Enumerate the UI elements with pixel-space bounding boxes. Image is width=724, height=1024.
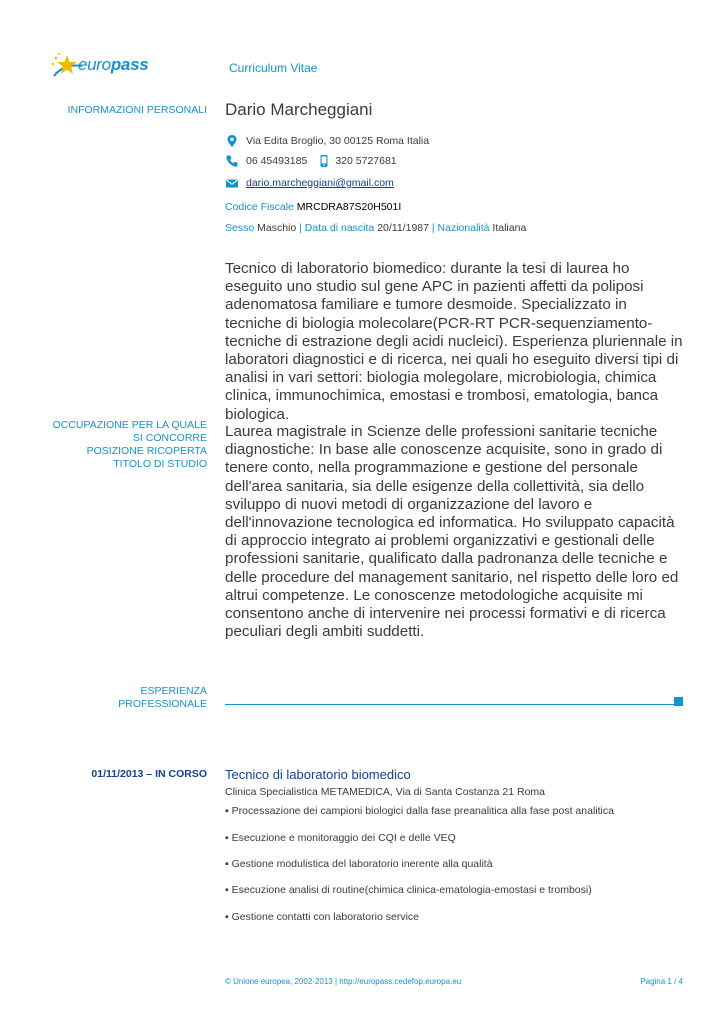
- fiscal-code-value: MRCDRA87S20H501I: [296, 201, 402, 213]
- phone-text: 06 45493185: [246, 155, 308, 167]
- section-label-position: [53, 419, 207, 471]
- phone-icon: [225, 154, 239, 168]
- fiscal-code-label: Codice Fiscale: [225, 201, 294, 213]
- fiscal-code-row: [225, 201, 401, 213]
- job-duty-item: ▪ Gestione contatti con laboratorio service: [225, 911, 419, 923]
- mobile-phone-icon: [317, 154, 331, 168]
- section-label-personal: INFORMAZIONI PERSONALI: [67, 104, 207, 116]
- experience-label-line: ESPERIENZA: [140, 685, 207, 697]
- email-row: [225, 176, 394, 190]
- position-label-line: SI CONCORRE: [132, 432, 207, 444]
- birth-date-value: 20/11/1987: [377, 222, 429, 234]
- address-text: Via Edita Broglio, 30 00125 Roma Italia: [246, 135, 430, 147]
- page-number: Pagina 1 / 4: [640, 977, 683, 986]
- section-divider-square: [674, 697, 683, 706]
- separator: |: [431, 222, 435, 234]
- job-duty-item: ▪ Processazione dei campioni biologici dalla fase preanalitica alla fase post analitica: [225, 805, 614, 817]
- candidate-name: Dario Marcheggiani: [225, 100, 373, 119]
- email-link[interactable]: dario.marcheggiani@gmail.com: [246, 177, 394, 189]
- logo-wordmark: europass: [78, 55, 149, 74]
- separator: |: [299, 222, 302, 234]
- job-duty-item: ▪ Esecuzione analisi di routine(chimica clinica-ematologia-emostasi e trombosi): [225, 884, 592, 896]
- employer: Clinica Specialistica METAMEDICA, Via di Santa Costanza 21 Roma: [225, 786, 545, 798]
- sex-value: Maschio: [257, 222, 297, 234]
- summary-paragraph: Tecnico di laboratorio biomedico: durante la tesi di laurea ho eseguito uno studio sul gene APC in pazienti affetti da poliposi adenomatosa familiare e tumore desmoide. Specializzato in tecniche di biologia molecolare(PCR-RT PCR-sequenziamento- tecniche di estrazione degli acidi nucleici). Esperienza pluriennale in laboratori diagnostici e di ricerca, nei quali ho eseguito diversi tipi di analisi in vari settori: biologia molegolare, microbiologia, chimica clinica, immunochimica, emostasi e trombosi, ematologia, banca biologica.: [225, 260, 683, 423]
- europass-logo: [50, 52, 160, 84]
- mobile-text: 320 5727681: [335, 155, 397, 167]
- position-label-line: TITOLO DI STUDIO: [113, 458, 207, 470]
- document-title: Curriculum Vitae: [229, 61, 318, 75]
- job-title: Tecnico di laboratorio biomedico: [225, 767, 411, 782]
- email-icon: [225, 176, 239, 190]
- job-date-range: 01/11/2013 – IN CORSO: [91, 768, 207, 780]
- job-duty-item: ▪ Gestione modulistica del laboratorio inerente alla qualità: [225, 858, 493, 870]
- sex-label: Sesso: [225, 222, 255, 234]
- address-row: [225, 134, 429, 148]
- experience-label-line: PROFESSIONALE: [118, 698, 207, 710]
- personal-details-row: [225, 222, 526, 234]
- education-paragraph: Laurea magistrale in Scienze delle professioni sanitarie tecniche diagnostiche: In base alle conoscenze acquisite, sono in grado di tenere conto, nella programmazione e gestione del personale dell'area sanitaria, sia delle esigenze della collettività, sia dello sviluppo di nuovi metodi di organizzazione del lavoro e dell'innovazione tecnologica ed informatica. Ho sviluppato capacità di approccio integrato ai problemi organizzativi e gestionali delle professioni sanitarie, qualificato dalla padronanza delle tecniche e delle procedure del management sanitario, nel rispetto delle loro ed altrui competenze. Le conoscenze metodologiche acquisite mi consentono anche di intervenire nei processi formativi e di ricerca peculiari degli ambiti suddetti.: [225, 423, 679, 641]
- nationality-label: Nazionalità: [437, 222, 490, 234]
- nationality-value: Italiana: [492, 222, 527, 234]
- section-label-experience: [118, 685, 207, 711]
- position-label-line: POSIZIONE RICOPERTA: [86, 445, 207, 457]
- job-duty-item: ▪ Esecuzione e monitoraggio dei CQI e delle VEQ: [225, 832, 456, 844]
- section-divider: [225, 704, 674, 705]
- position-label-line: OCCUPAZIONE PER LA QUALE: [52, 419, 207, 431]
- location-pin-icon: [225, 134, 239, 148]
- footer-copyright: © Unione europea, 2002-2013 | http://europass.cedefop.europa.eu: [225, 977, 462, 986]
- birth-date-label: Data di nascita: [304, 222, 375, 234]
- phone-row: [225, 154, 397, 168]
